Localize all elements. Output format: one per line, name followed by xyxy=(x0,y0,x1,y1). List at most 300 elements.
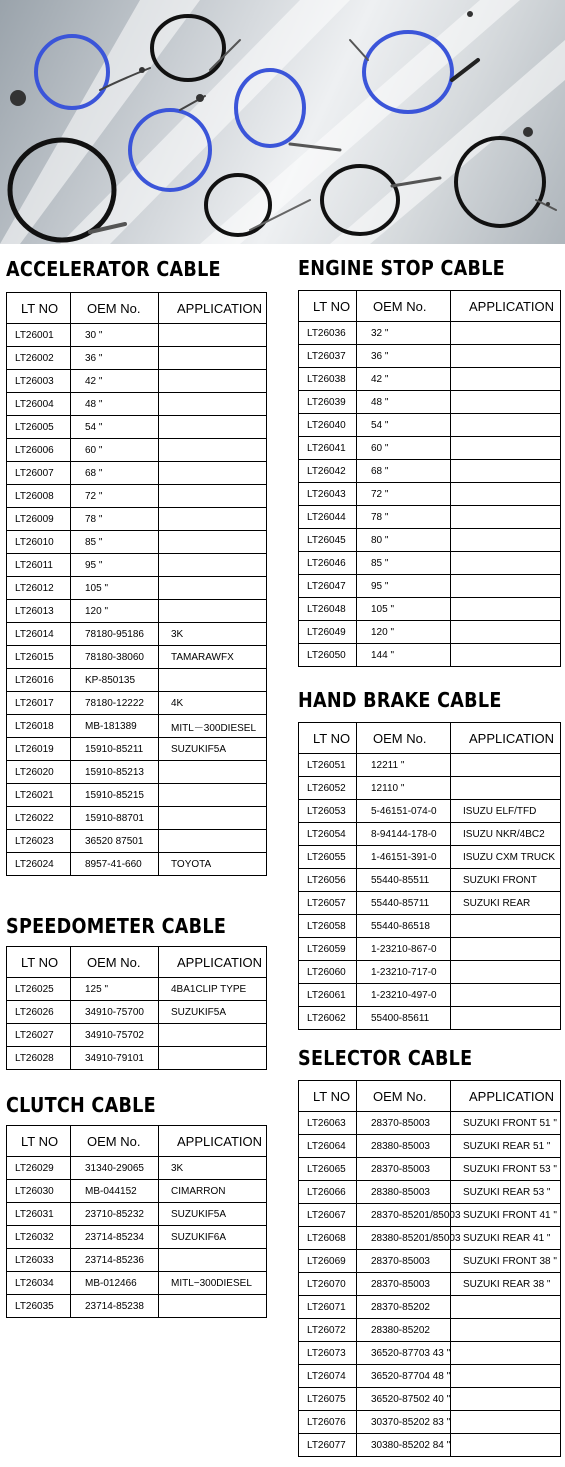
section-title-clutch: CLUTCH CABLE xyxy=(6,1093,156,1117)
application-cell: ISUZU NKR/4BC2 xyxy=(451,823,561,846)
table-row xyxy=(7,623,267,646)
table-row xyxy=(7,853,267,876)
speedometer-cable-table xyxy=(6,946,267,1070)
oem-no-cell: 48 " xyxy=(71,393,159,416)
oem-no-cell: 23714-85234 xyxy=(71,1226,159,1249)
section-title-speedometer: SPEEDOMETER CABLE xyxy=(6,914,227,938)
table-header-row xyxy=(7,947,267,978)
oem-no-cell: 1-23210-717-0 xyxy=(357,961,451,984)
oem-no-cell: 120 " xyxy=(71,600,159,623)
lt-no-cell: LT26037 xyxy=(299,345,357,368)
lt-no-cell: LT26061 xyxy=(299,984,357,1007)
table-row xyxy=(299,1112,561,1135)
lt-no-cell: LT26024 xyxy=(7,853,71,876)
table-row xyxy=(299,460,561,483)
lt-no-cell: LT26059 xyxy=(299,938,357,961)
header-application: APPLICATION xyxy=(159,1126,267,1157)
lt-no-cell: LT26058 xyxy=(299,915,357,938)
application-cell: SUZUKI FRONT 53 " xyxy=(451,1158,561,1181)
lt-no-cell: LT26051 xyxy=(299,754,357,777)
table-row xyxy=(7,1295,267,1318)
application-cell: SUZUKI FRONT xyxy=(451,869,561,892)
table-row xyxy=(299,777,561,800)
table-row xyxy=(299,1227,561,1250)
table-row xyxy=(7,738,267,761)
application-cell xyxy=(451,754,561,777)
table-row xyxy=(7,416,267,439)
header-lt-no: LT NO xyxy=(299,723,357,754)
table-row xyxy=(299,938,561,961)
lt-no-cell: LT26040 xyxy=(299,414,357,437)
application-cell xyxy=(451,1388,561,1411)
table-row xyxy=(7,761,267,784)
table-row xyxy=(7,1180,267,1203)
application-cell xyxy=(451,368,561,391)
lt-no-cell: LT26019 xyxy=(7,738,71,761)
oem-no-cell: 68 " xyxy=(71,462,159,485)
header-lt-no: LT NO xyxy=(299,291,357,322)
application-cell xyxy=(451,1434,561,1457)
table-row xyxy=(299,598,561,621)
oem-no-cell: 55440-86518 xyxy=(357,915,451,938)
oem-no-cell: MB-012466 xyxy=(71,1272,159,1295)
header-lt-no: LT NO xyxy=(7,1126,71,1157)
table-row xyxy=(7,462,267,485)
application-cell xyxy=(451,777,561,800)
application-cell: SUZUKI FRONT 41 " xyxy=(451,1204,561,1227)
oem-no-cell: 28380-85202 xyxy=(357,1319,451,1342)
application-cell xyxy=(451,322,561,345)
lt-no-cell: LT26011 xyxy=(7,554,71,577)
lt-no-cell: LT26039 xyxy=(299,391,357,414)
lt-no-cell: LT26050 xyxy=(299,644,357,667)
lt-no-cell: LT26071 xyxy=(299,1296,357,1319)
application-cell: SUZUKIF6A xyxy=(159,1226,267,1249)
header-oem-no: OEM No. xyxy=(71,1126,159,1157)
table-row xyxy=(299,1007,561,1030)
lt-no-cell: LT26032 xyxy=(7,1226,71,1249)
oem-no-cell: 30380-85202 84 " xyxy=(357,1434,451,1457)
table-header-row xyxy=(299,291,561,322)
lt-no-cell: LT26053 xyxy=(299,800,357,823)
product-photo-banner xyxy=(0,0,565,244)
application-cell xyxy=(451,506,561,529)
oem-no-cell: 12211 " xyxy=(357,754,451,777)
header-application: APPLICATION xyxy=(451,723,561,754)
lt-no-cell: LT26049 xyxy=(299,621,357,644)
lt-no-cell: LT26060 xyxy=(299,961,357,984)
table-row xyxy=(7,531,267,554)
application-cell xyxy=(159,1024,267,1047)
application-cell: SUZUKI REAR xyxy=(451,892,561,915)
table-row xyxy=(299,823,561,846)
application-cell: SUZUKI REAR 38 " xyxy=(451,1273,561,1296)
oem-no-cell: 23710-85232 xyxy=(71,1203,159,1226)
oem-no-cell: 15910-85213 xyxy=(71,761,159,784)
cable-photo-illustration xyxy=(0,0,565,244)
section-title-engine-stop: ENGINE STOP CABLE xyxy=(298,256,505,280)
lt-no-cell: LT26020 xyxy=(7,761,71,784)
oem-no-cell: 72 " xyxy=(71,485,159,508)
lt-no-cell: LT26077 xyxy=(299,1434,357,1457)
lt-no-cell: LT26031 xyxy=(7,1203,71,1226)
table-row xyxy=(7,830,267,853)
header-oem-no: OEM No. xyxy=(71,947,159,978)
application-cell xyxy=(159,416,267,439)
lt-no-cell: LT26006 xyxy=(7,439,71,462)
application-cell: SUZUKIF5A xyxy=(159,1203,267,1226)
application-cell xyxy=(451,437,561,460)
lt-no-cell: LT26017 xyxy=(7,692,71,715)
oem-no-cell: 28370-85003 xyxy=(357,1273,451,1296)
oem-no-cell: 54 " xyxy=(357,414,451,437)
oem-no-cell: 55440-85711 xyxy=(357,892,451,915)
lt-no-cell: LT26013 xyxy=(7,600,71,623)
table-row xyxy=(7,577,267,600)
table-row xyxy=(7,715,267,738)
oem-no-cell: 34910-75700 xyxy=(71,1001,159,1024)
application-cell: CIMARRON xyxy=(159,1180,267,1203)
lt-no-cell: LT26021 xyxy=(7,784,71,807)
application-cell xyxy=(159,577,267,600)
lt-no-cell: LT26018 xyxy=(7,715,71,738)
table-row xyxy=(7,439,267,462)
application-cell xyxy=(159,370,267,393)
lt-no-cell: LT26045 xyxy=(299,529,357,552)
lt-no-cell: LT26064 xyxy=(299,1135,357,1158)
application-cell xyxy=(451,1365,561,1388)
application-cell: SUZUKIF5A xyxy=(159,1001,267,1024)
lt-no-cell: LT26066 xyxy=(299,1181,357,1204)
application-cell: ISUZU ELF/TFD xyxy=(451,800,561,823)
application-cell: TOYOTA xyxy=(159,853,267,876)
oem-no-cell: 34910-75702 xyxy=(71,1024,159,1047)
application-cell xyxy=(159,485,267,508)
application-cell xyxy=(159,1295,267,1318)
application-cell xyxy=(451,1319,561,1342)
header-oem-no: OEM No. xyxy=(357,723,451,754)
section-title-selector: SELECTOR CABLE xyxy=(298,1046,473,1070)
application-cell xyxy=(451,1411,561,1434)
table-row xyxy=(299,1411,561,1434)
oem-no-cell: 36520-87502 40 " xyxy=(357,1388,451,1411)
table-header-row xyxy=(299,723,561,754)
application-cell xyxy=(451,621,561,644)
table-row xyxy=(7,1249,267,1272)
lt-no-cell: LT26022 xyxy=(7,807,71,830)
table-row xyxy=(7,1226,267,1249)
application-cell xyxy=(451,552,561,575)
oem-no-cell: 55440-85511 xyxy=(357,869,451,892)
header-oem-no: OEM No. xyxy=(71,293,159,324)
table-row xyxy=(7,1272,267,1295)
table-row xyxy=(299,1273,561,1296)
application-cell: SUZUKI FRONT 38 " xyxy=(451,1250,561,1273)
table-row xyxy=(299,1342,561,1365)
table-row xyxy=(299,846,561,869)
table-row xyxy=(299,575,561,598)
table-row xyxy=(299,345,561,368)
application-cell: SUZUKI REAR 53 " xyxy=(451,1181,561,1204)
lt-no-cell: LT26029 xyxy=(7,1157,71,1180)
application-cell: SUZUKI REAR 41 " xyxy=(451,1227,561,1250)
header-oem-no: OEM No. xyxy=(357,1081,451,1112)
header-application: APPLICATION xyxy=(451,1081,561,1112)
table-row xyxy=(7,600,267,623)
lt-no-cell: LT26055 xyxy=(299,846,357,869)
lt-no-cell: LT26012 xyxy=(7,577,71,600)
application-cell xyxy=(159,508,267,531)
table-row xyxy=(299,984,561,1007)
oem-no-cell: 85 " xyxy=(71,531,159,554)
oem-no-cell: 36520-87703 43 " xyxy=(357,1342,451,1365)
application-cell xyxy=(159,761,267,784)
lt-no-cell: LT26015 xyxy=(7,646,71,669)
header-application: APPLICATION xyxy=(159,947,267,978)
application-cell xyxy=(451,938,561,961)
table-row xyxy=(299,1135,561,1158)
oem-no-cell: 30 " xyxy=(71,324,159,347)
application-cell: 4BA1CLIP TYPE xyxy=(159,978,267,1001)
application-cell: 3K xyxy=(159,623,267,646)
lt-no-cell: LT26067 xyxy=(299,1204,357,1227)
oem-no-cell: 78 " xyxy=(357,506,451,529)
clutch-cable-table xyxy=(6,1125,267,1318)
oem-no-cell: 8957-41-660 xyxy=(71,853,159,876)
oem-no-cell: 15910-85215 xyxy=(71,784,159,807)
table-header-row xyxy=(7,293,267,324)
lt-no-cell: LT26075 xyxy=(299,1388,357,1411)
application-cell: 4K xyxy=(159,692,267,715)
oem-no-cell: 1-23210-497-0 xyxy=(357,984,451,1007)
oem-no-cell: 78180-95186 xyxy=(71,623,159,646)
oem-no-cell: 28370-85201/85003 xyxy=(357,1204,451,1227)
table-header-row xyxy=(299,1081,561,1112)
oem-no-cell: 95 " xyxy=(357,575,451,598)
oem-no-cell: 60 " xyxy=(71,439,159,462)
table-row xyxy=(7,692,267,715)
application-cell: TAMARAWFX xyxy=(159,646,267,669)
table-row xyxy=(299,1181,561,1204)
table-row xyxy=(299,869,561,892)
application-cell xyxy=(159,807,267,830)
oem-no-cell: 78180-38060 xyxy=(71,646,159,669)
oem-no-cell: 68 " xyxy=(357,460,451,483)
table-row xyxy=(299,552,561,575)
table-row xyxy=(7,508,267,531)
lt-no-cell: LT26072 xyxy=(299,1319,357,1342)
lt-no-cell: LT26027 xyxy=(7,1024,71,1047)
application-cell xyxy=(159,600,267,623)
application-cell: SUZUKI REAR 51 " xyxy=(451,1135,561,1158)
oem-no-cell: 1-23210-867-0 xyxy=(357,938,451,961)
table-row xyxy=(299,915,561,938)
table-row xyxy=(7,554,267,577)
table-row xyxy=(7,1001,267,1024)
application-cell xyxy=(159,1249,267,1272)
table-row xyxy=(299,414,561,437)
lt-no-cell: LT26003 xyxy=(7,370,71,393)
table-row xyxy=(7,1024,267,1047)
application-cell xyxy=(159,324,267,347)
application-cell: SUZUKI FRONT 51 " xyxy=(451,1112,561,1135)
lt-no-cell: LT26068 xyxy=(299,1227,357,1250)
table-row xyxy=(299,1388,561,1411)
oem-no-cell: 15910-85211 xyxy=(71,738,159,761)
table-row xyxy=(299,322,561,345)
table-row xyxy=(299,368,561,391)
application-cell xyxy=(159,393,267,416)
application-cell xyxy=(159,462,267,485)
oem-no-cell: 48 " xyxy=(357,391,451,414)
application-cell xyxy=(451,984,561,1007)
table-row xyxy=(299,483,561,506)
table-row xyxy=(7,370,267,393)
lt-no-cell: LT26030 xyxy=(7,1180,71,1203)
oem-no-cell: 78180-12222 xyxy=(71,692,159,715)
hand-brake-cable-table xyxy=(298,722,561,1030)
oem-no-cell: 85 " xyxy=(357,552,451,575)
oem-no-cell: MB-181389 xyxy=(71,715,159,738)
application-cell xyxy=(159,554,267,577)
application-cell xyxy=(451,414,561,437)
application-cell xyxy=(451,529,561,552)
lt-no-cell: LT26002 xyxy=(7,347,71,370)
lt-no-cell: LT26034 xyxy=(7,1272,71,1295)
application-cell xyxy=(451,915,561,938)
table-row xyxy=(7,669,267,692)
section-title-hand-brake: HAND BRAKE CABLE xyxy=(298,688,502,712)
table-row xyxy=(7,646,267,669)
lt-no-cell: LT26025 xyxy=(7,978,71,1001)
application-cell: 3K xyxy=(159,1157,267,1180)
oem-no-cell: 105 " xyxy=(71,577,159,600)
oem-no-cell: 28370-85003 xyxy=(357,1250,451,1273)
table-row xyxy=(7,1047,267,1070)
accelerator-cable-table xyxy=(6,292,267,876)
lt-no-cell: LT26057 xyxy=(299,892,357,915)
table-row xyxy=(7,393,267,416)
lt-no-cell: LT26056 xyxy=(299,869,357,892)
lt-no-cell: LT26044 xyxy=(299,506,357,529)
oem-no-cell: 30370-85202 83 " xyxy=(357,1411,451,1434)
table-row xyxy=(299,529,561,552)
oem-no-cell: 5-46151-074-0 xyxy=(357,800,451,823)
header-lt-no: LT NO xyxy=(7,947,71,978)
table-row xyxy=(299,391,561,414)
header-lt-no: LT NO xyxy=(7,293,71,324)
lt-no-cell: LT26043 xyxy=(299,483,357,506)
oem-no-cell: 42 " xyxy=(357,368,451,391)
application-cell xyxy=(159,669,267,692)
lt-no-cell: LT26041 xyxy=(299,437,357,460)
application-cell xyxy=(159,1047,267,1070)
lt-no-cell: LT26016 xyxy=(7,669,71,692)
application-cell xyxy=(451,575,561,598)
table-row xyxy=(299,1434,561,1457)
lt-no-cell: LT26063 xyxy=(299,1112,357,1135)
oem-no-cell: 42 " xyxy=(71,370,159,393)
table-row xyxy=(299,644,561,667)
table-row xyxy=(299,621,561,644)
lt-no-cell: LT26028 xyxy=(7,1047,71,1070)
application-cell xyxy=(451,1342,561,1365)
table-row xyxy=(299,1365,561,1388)
oem-no-cell: 34910-79101 xyxy=(71,1047,159,1070)
table-row xyxy=(7,324,267,347)
oem-no-cell: 28370-85003 xyxy=(357,1112,451,1135)
lt-no-cell: LT26009 xyxy=(7,508,71,531)
table-row xyxy=(299,506,561,529)
table-row xyxy=(299,961,561,984)
application-cell xyxy=(451,460,561,483)
table-row xyxy=(7,807,267,830)
lt-no-cell: LT26046 xyxy=(299,552,357,575)
oem-no-cell: 125 " xyxy=(71,978,159,1001)
oem-no-cell: 32 " xyxy=(357,322,451,345)
oem-no-cell: 23714-85236 xyxy=(71,1249,159,1272)
lt-no-cell: LT26026 xyxy=(7,1001,71,1024)
engine-stop-cable-table xyxy=(298,290,561,667)
table-row xyxy=(299,1319,561,1342)
oem-no-cell: 36520 87501 xyxy=(71,830,159,853)
lt-no-cell: LT26054 xyxy=(299,823,357,846)
table-header-row xyxy=(7,1126,267,1157)
table-row xyxy=(7,978,267,1001)
lt-no-cell: LT26004 xyxy=(7,393,71,416)
oem-no-cell: 28370-85202 xyxy=(357,1296,451,1319)
application-cell xyxy=(451,391,561,414)
oem-no-cell: 60 " xyxy=(357,437,451,460)
table-row xyxy=(7,347,267,370)
application-cell xyxy=(451,483,561,506)
lt-no-cell: LT26001 xyxy=(7,324,71,347)
application-cell xyxy=(451,961,561,984)
oem-no-cell: 36 " xyxy=(71,347,159,370)
lt-no-cell: LT26023 xyxy=(7,830,71,853)
lt-no-cell: LT26076 xyxy=(299,1411,357,1434)
application-cell xyxy=(451,1296,561,1319)
application-cell xyxy=(159,439,267,462)
section-title-accelerator: ACCELERATOR CABLE xyxy=(6,257,221,281)
application-cell: ISUZU CXM TRUCK xyxy=(451,846,561,869)
oem-no-cell: 31340-29065 xyxy=(71,1157,159,1180)
table-row xyxy=(7,1203,267,1226)
table-row xyxy=(299,1296,561,1319)
table-row xyxy=(299,1250,561,1273)
oem-no-cell: 28380-85003 xyxy=(357,1181,451,1204)
lt-no-cell: LT26042 xyxy=(299,460,357,483)
header-lt-no: LT NO xyxy=(299,1081,357,1112)
application-cell: MITL－300DIESEL xyxy=(159,715,267,738)
oem-no-cell: 78 " xyxy=(71,508,159,531)
table-row xyxy=(7,784,267,807)
lt-no-cell: LT26047 xyxy=(299,575,357,598)
header-oem-no: OEM No. xyxy=(357,291,451,322)
lt-no-cell: LT26010 xyxy=(7,531,71,554)
table-row xyxy=(299,1204,561,1227)
lt-no-cell: LT26038 xyxy=(299,368,357,391)
oem-no-cell: 144 " xyxy=(357,644,451,667)
oem-no-cell: KP-850135 xyxy=(71,669,159,692)
lt-no-cell: LT26048 xyxy=(299,598,357,621)
oem-no-cell: 120 " xyxy=(357,621,451,644)
table-row xyxy=(7,1157,267,1180)
lt-no-cell: LT26005 xyxy=(7,416,71,439)
oem-no-cell: 36520-87704 48 " xyxy=(357,1365,451,1388)
application-cell xyxy=(451,1007,561,1030)
oem-no-cell: 1-46151-391-0 xyxy=(357,846,451,869)
